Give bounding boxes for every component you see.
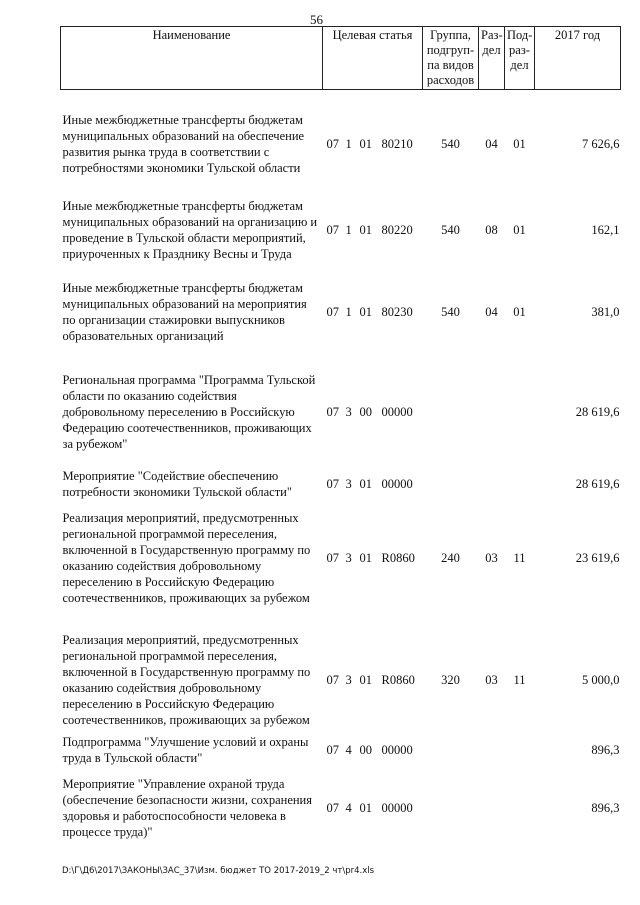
target-direction: 00000 bbox=[381, 404, 413, 419]
row-target-article bbox=[323, 734, 423, 766]
row-amount: 23 619,6 bbox=[575, 550, 620, 565]
target-event: 00 bbox=[359, 404, 372, 419]
target-subprogram: 1 bbox=[345, 304, 352, 319]
target-program: 07 bbox=[326, 304, 339, 319]
target-event: 01 bbox=[359, 800, 372, 815]
row-section: 04 bbox=[485, 304, 498, 319]
budget-table bbox=[60, 26, 621, 840]
row-expense-group bbox=[423, 468, 479, 500]
row-expense-group bbox=[423, 776, 479, 840]
table-row bbox=[61, 112, 621, 176]
header-year-2017: 2017 год bbox=[535, 27, 621, 90]
target-direction: 00000 bbox=[381, 800, 413, 815]
row-amount: 896,3 bbox=[591, 800, 620, 815]
row-target-article bbox=[323, 776, 423, 840]
target-direction: 80230 bbox=[381, 304, 413, 319]
table-row bbox=[61, 280, 621, 344]
table-header bbox=[61, 27, 621, 90]
target-subprogram: 1 bbox=[345, 136, 352, 151]
row-name: Иные межбюджетные трансферты бюджетам муниципальных образований на организацию и проведение в Тульской области мероприятий, приуроченных к Празднику Весны и Труда bbox=[62, 198, 318, 261]
target-direction: R0860 bbox=[381, 550, 415, 565]
row-section: 08 bbox=[485, 222, 498, 237]
table-row bbox=[61, 632, 621, 728]
target-program: 07 bbox=[326, 476, 339, 491]
row-amount: 28 619,6 bbox=[575, 476, 620, 491]
row-subsection: 01 bbox=[513, 222, 526, 237]
target-program: 07 bbox=[326, 136, 339, 151]
row-name: Подпрограмма "Улучшение условий и охраны труда в Тульской области" bbox=[62, 734, 309, 765]
row-amount: 162,1 bbox=[591, 222, 620, 237]
row-target-article bbox=[323, 510, 423, 606]
row-expense-group: 540 bbox=[441, 136, 460, 151]
target-event: 01 bbox=[359, 672, 372, 687]
target-program: 07 bbox=[326, 550, 339, 565]
table-row bbox=[61, 198, 621, 262]
target-event: 01 bbox=[359, 304, 372, 319]
target-event: 01 bbox=[359, 550, 372, 565]
target-program: 07 bbox=[326, 222, 339, 237]
row-name: Иные межбюджетные трансферты бюджетам муниципальных образований на обеспечение развития рынка труда в соответствии с потребностями экономики Тульской области bbox=[62, 112, 305, 175]
row-subsection: 11 bbox=[513, 550, 526, 565]
row-amount: 381,0 bbox=[591, 304, 620, 319]
row-name: Реализация мероприятий, предусмотренных региональной программой переселения, включенной в Государственную программу по оказанию содействия добровольному переселению в Российскую Федерацию соотечественников, проживающих за рубежом bbox=[62, 510, 311, 605]
header-section: Раз-дел bbox=[479, 27, 505, 90]
target-event: 01 bbox=[359, 136, 372, 151]
row-target-article bbox=[323, 632, 423, 728]
row-section bbox=[479, 734, 505, 766]
target-subprogram: 3 bbox=[345, 476, 352, 491]
row-section bbox=[479, 776, 505, 840]
row-expense-group: 320 bbox=[441, 672, 460, 687]
row-name: Иные межбюджетные трансферты бюджетам муниципальных образований на мероприятия по организации стажировки выпускников образовательных организаций bbox=[62, 280, 307, 343]
row-subsection bbox=[505, 734, 535, 766]
table-row bbox=[61, 510, 621, 606]
row-amount: 5 000,0 bbox=[582, 672, 620, 687]
file-path-footer: D:\Г\Д6\2017\ЗАКОНЫ\ЗАС_37\Изм. бюджет ТО 2017-2019_2 чт\pr4.xls bbox=[62, 866, 375, 876]
row-subsection bbox=[505, 776, 535, 840]
target-event: 01 bbox=[359, 222, 372, 237]
row-subsection bbox=[505, 468, 535, 500]
target-subprogram: 3 bbox=[345, 672, 352, 687]
row-expense-group bbox=[423, 372, 479, 452]
target-direction: 80220 bbox=[381, 222, 413, 237]
target-event: 00 bbox=[359, 742, 372, 757]
target-program: 07 bbox=[326, 672, 339, 687]
row-subsection: 11 bbox=[513, 672, 526, 687]
row-section bbox=[479, 468, 505, 500]
table-row bbox=[61, 468, 621, 500]
row-amount: 28 619,6 bbox=[575, 404, 620, 419]
table-row bbox=[61, 776, 621, 840]
header-name: Наименование bbox=[61, 27, 323, 90]
row-expense-group: 540 bbox=[441, 222, 460, 237]
row-target-article bbox=[323, 468, 423, 500]
target-program: 07 bbox=[326, 742, 339, 757]
target-direction: 00000 bbox=[381, 476, 413, 491]
target-program: 07 bbox=[326, 800, 339, 815]
target-subprogram: 3 bbox=[345, 550, 352, 565]
header-expense-group: Группа, подгруп-па видов расходов bbox=[423, 27, 479, 90]
table-row bbox=[61, 372, 621, 452]
row-target-article bbox=[323, 280, 423, 344]
table-row bbox=[61, 734, 621, 766]
row-subsection: 01 bbox=[513, 136, 526, 151]
row-section: 03 bbox=[485, 550, 498, 565]
page-number: 56 bbox=[310, 12, 323, 27]
target-event: 01 bbox=[359, 476, 372, 491]
row-amount: 7 626,6 bbox=[582, 136, 620, 151]
row-expense-group: 240 bbox=[441, 550, 460, 565]
header-subsection: Под-раз-дел bbox=[505, 27, 535, 90]
row-section: 03 bbox=[485, 672, 498, 687]
row-section: 04 bbox=[485, 136, 498, 151]
row-name: Реализация мероприятий, предусмотренных региональной программой переселения, включенной в Государственную программу по оказанию содействия добровольному переселению в Российскую Федерацию соотечественников, проживающих за рубежом bbox=[62, 632, 311, 727]
row-amount: 896,3 bbox=[591, 742, 620, 757]
row-name: Мероприятие "Содействие обеспечению потребности экономики Тульской области" bbox=[62, 468, 292, 499]
row-target-article bbox=[323, 112, 423, 176]
target-subprogram: 4 bbox=[345, 800, 352, 815]
table-body bbox=[61, 90, 621, 840]
row-target-article bbox=[323, 198, 423, 262]
target-subprogram: 4 bbox=[345, 742, 352, 757]
target-direction: 00000 bbox=[381, 742, 413, 757]
row-expense-group: 540 bbox=[441, 304, 460, 319]
row-target-article bbox=[323, 372, 423, 452]
header-target-article: Целевая статья bbox=[323, 27, 423, 90]
row-section bbox=[479, 372, 505, 452]
row-subsection bbox=[505, 372, 535, 452]
target-direction: R0860 bbox=[381, 672, 415, 687]
target-direction: 80210 bbox=[381, 136, 413, 151]
target-subprogram: 1 bbox=[345, 222, 352, 237]
row-name: Региональная программа "Программа Тульской области по оказанию содействия добровольному переселению в Российскую Федерацию соотечественников, проживающих за рубежом" bbox=[62, 372, 316, 451]
row-subsection: 01 bbox=[513, 304, 526, 319]
target-subprogram: 3 bbox=[345, 404, 352, 419]
row-name: Мероприятие "Управление охраной труда (обеспечение безопасности жизни, сохранения здоровья и работоспособности человека в процессе труда)" bbox=[62, 776, 312, 839]
row-expense-group bbox=[423, 734, 479, 766]
target-program: 07 bbox=[326, 404, 339, 419]
